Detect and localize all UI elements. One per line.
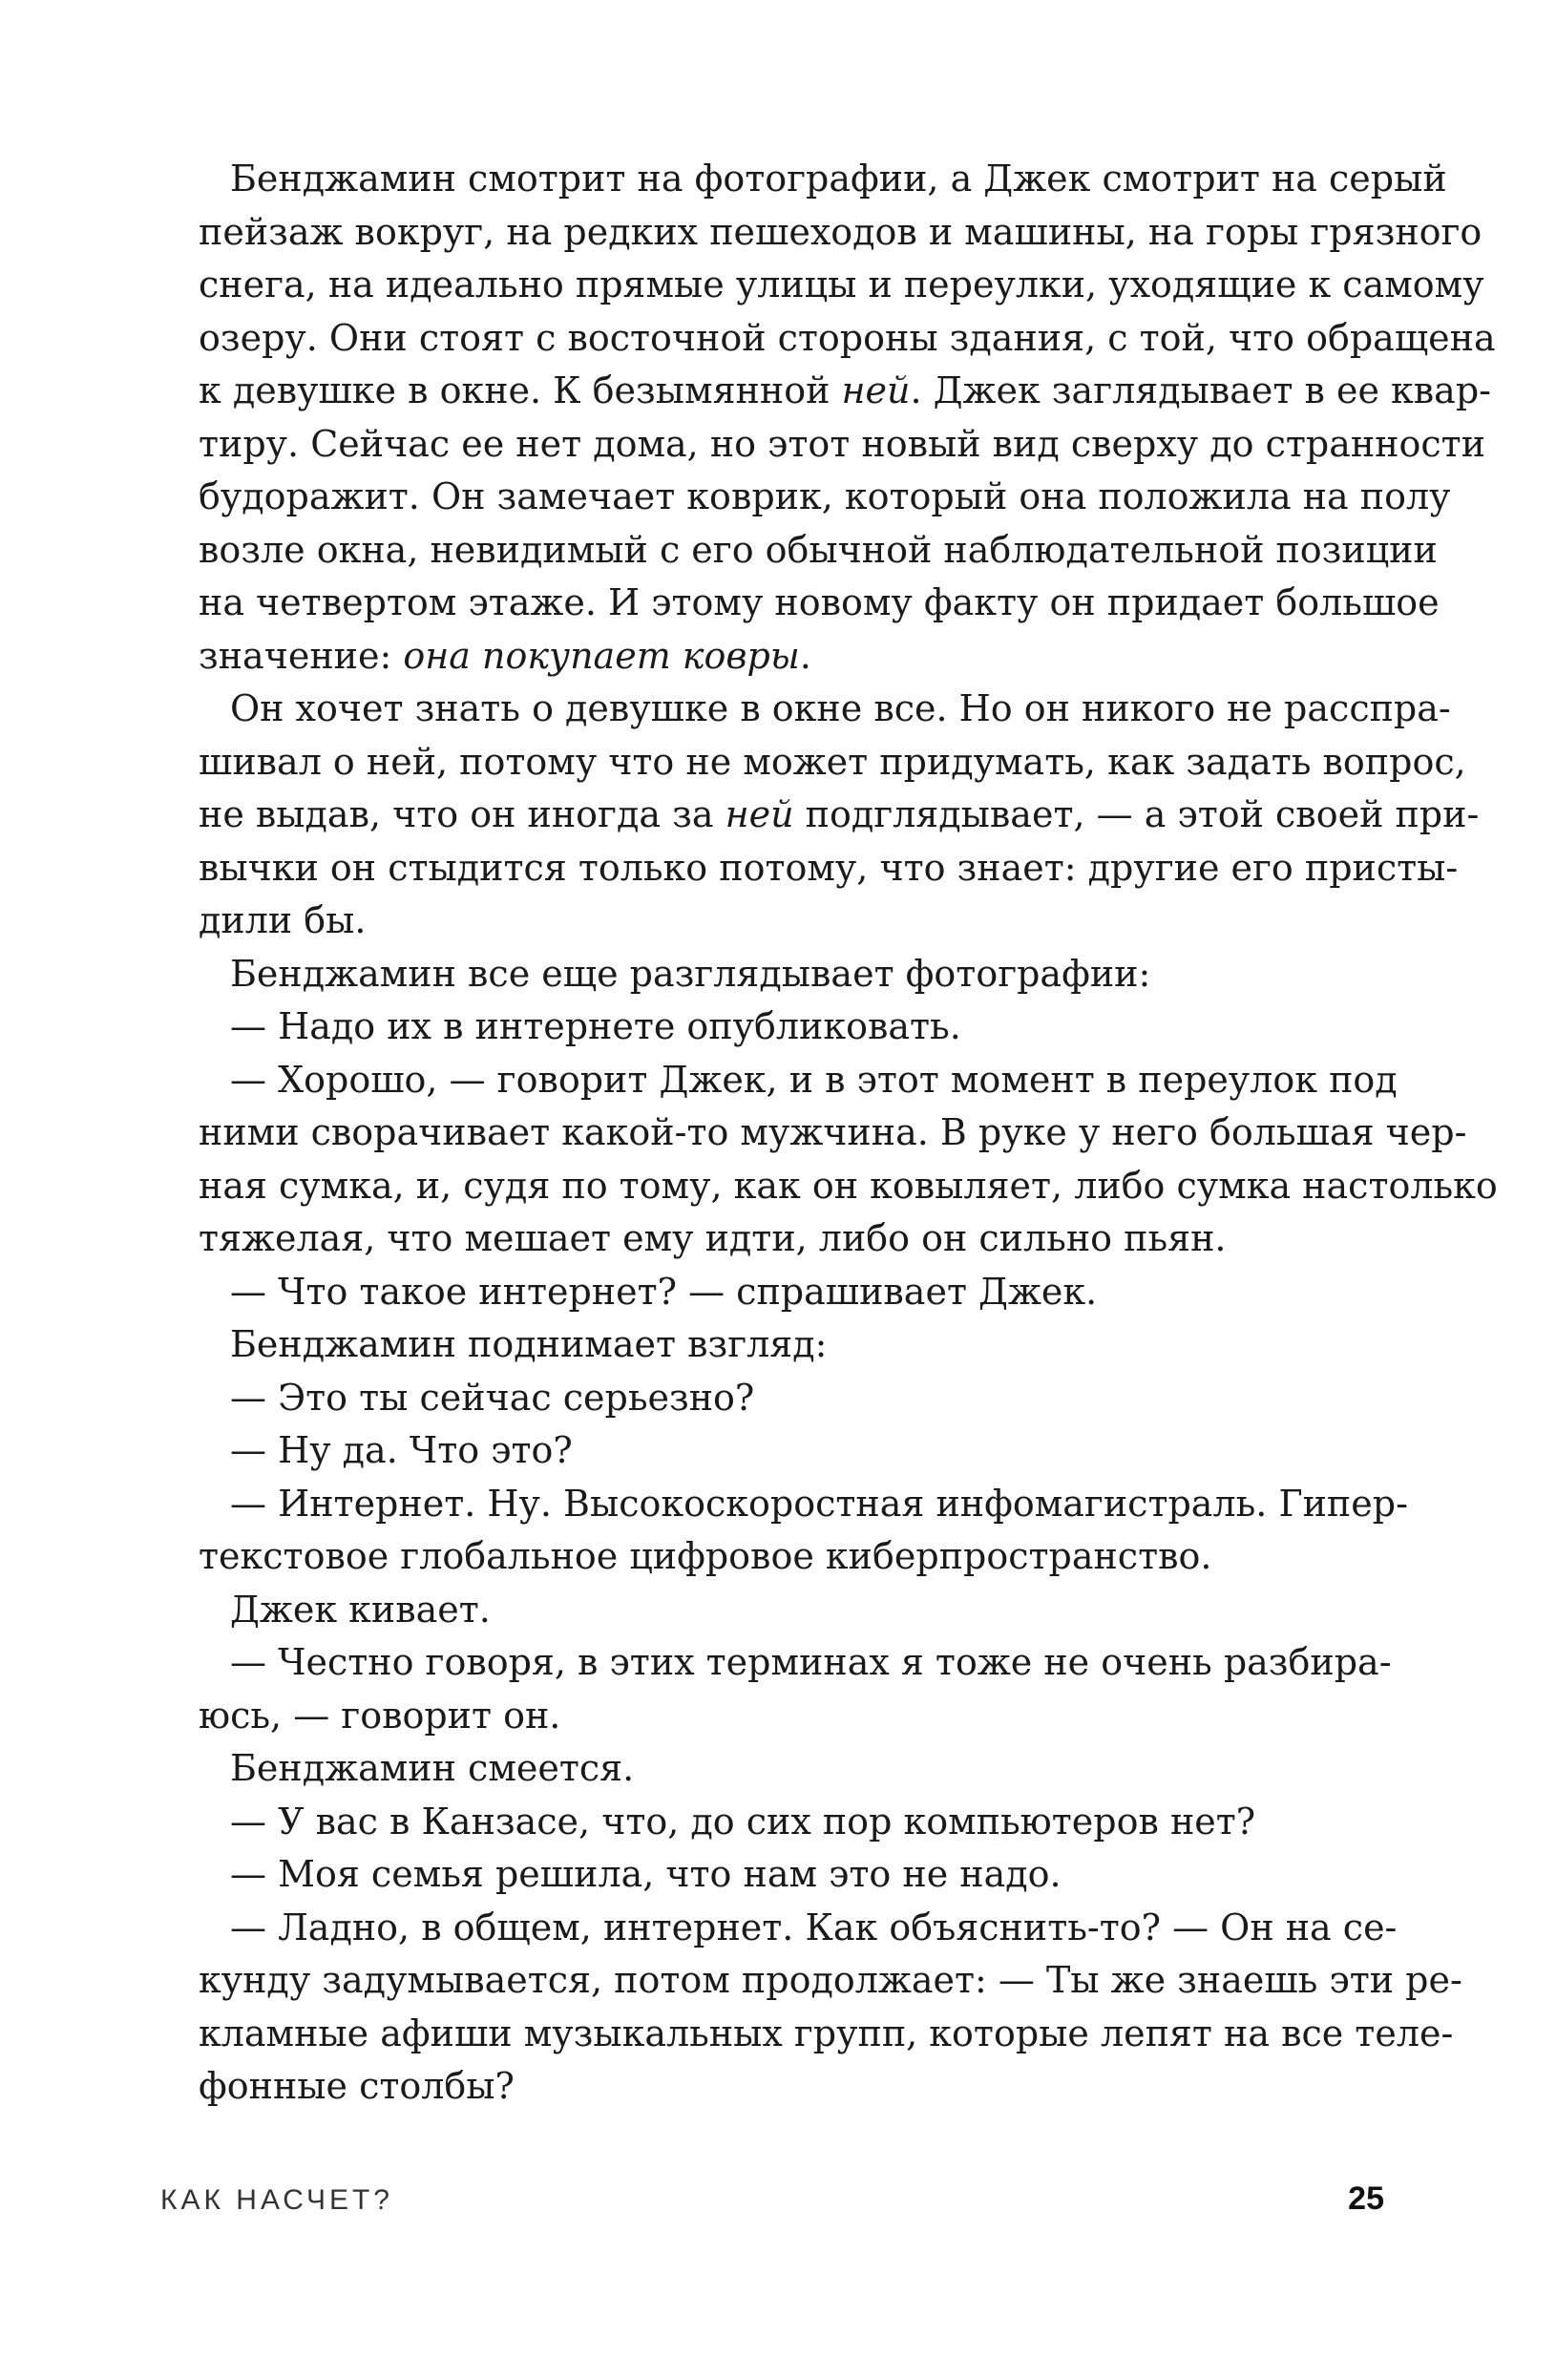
text-line: — Моя семья решила, что нам это не надо. [230, 1853, 1062, 1895]
text-line: — Ладно, в общем, интернет. Как объяснить-то? — Он на се- [230, 1906, 1398, 1948]
text-line: Он хочет знать о девушке в окне все. Но он никого не расспра- [230, 687, 1451, 729]
text-line: будоражит. Он замечает коврик, который она положила на полу [199, 475, 1451, 517]
text-line: снега, на идеально прямые улицы и переулки, уходящие к самому [199, 263, 1484, 305]
text-line: Бенджамин смеется. [230, 1747, 635, 1789]
text-line: Джек кивает. [230, 1588, 491, 1631]
text-line: к девушке в окне. К безымянной ней. Джек заглядывает в ее квар- [199, 369, 1491, 411]
running-footer-title: КАК НАСЧЕТ? [160, 2184, 393, 2216]
text-line: шивал о ней, потому что не может придумать, как задать вопрос, [199, 740, 1466, 783]
text-line: — Честно говоря, в этих терминах я тоже не очень разбира- [230, 1641, 1392, 1683]
text-line: — Ну да. Что это? [230, 1429, 573, 1471]
text-line: пейзаж вокруг, на редких пешеходов и машины, на горы грязного [199, 210, 1482, 253]
text-line: Бенджамин смотрит на фотографии, а Джек смотрит на серый [230, 158, 1447, 200]
text-line: на четвертом этаже. И этому новому факту он придает большое [199, 581, 1440, 623]
text-line: тиру. Сейчас ее нет дома, но этот новый вид сверху до странности [199, 422, 1486, 465]
text-line: Бенджамин все еще разглядывает фотографии: [230, 952, 1151, 995]
text-line: — У вас в Канзасе, что, до сих пор компьютеров нет? [230, 1800, 1256, 1843]
text-line: вычки он стыдится только потому, что знает: другие его присты- [199, 846, 1459, 889]
text-line: юсь, — говорит он. [199, 1694, 561, 1737]
text-line: — Надо их в интернете опубликовать. [230, 1005, 961, 1047]
text-line: — Что такое интернет? — спрашивает Джек. [230, 1270, 1098, 1313]
text-line: дили бы. [199, 899, 367, 941]
text-line: фонные столбы? [199, 2065, 515, 2107]
page-number: 25 [1348, 2180, 1384, 2217]
text-line: — Хорошо, — говорит Джек, и в этот момент в переулок под [230, 1058, 1398, 1101]
text-line: не выдав, что он иногда за ней подглядывает, — а этой своей при- [199, 793, 1480, 835]
text-line: Бенджамин поднимает взгляд: [230, 1323, 828, 1365]
text-line: озеру. Они стоят с восточной стороны здания, с той, что обращена [199, 316, 1496, 359]
text-line: — Это ты сейчас серьезно? [230, 1376, 755, 1419]
text-line: ними сворачивает какой-то мужчина. В руке у него большая чер- [199, 1111, 1467, 1153]
text-line: ная сумка, и, судя по тому, как он ковыляет, либо сумка настолько [199, 1164, 1498, 1207]
text-line: возле окна, невидимый с его обычной наблюдательной позиции [199, 528, 1438, 571]
text-line: тяжелая, что мешает ему идти, либо он сильно пьян. [199, 1217, 1227, 1259]
text-line: кламные афиши музыкальных групп, которые лепят на все теле- [199, 2011, 1454, 2054]
body-text [199, 153, 1498, 2114]
text-line: кунду задумывается, потом продолжает: — Ты же знаешь эти ре- [199, 1959, 1462, 2001]
text-line: значение: она покупает ковры. [199, 634, 811, 677]
text-line: — Интернет. Ну. Высокоскоростная инфомагистраль. Гипер- [230, 1482, 1408, 1525]
text-line: текстовое глобальное цифровое киберпространство. [199, 1535, 1212, 1577]
